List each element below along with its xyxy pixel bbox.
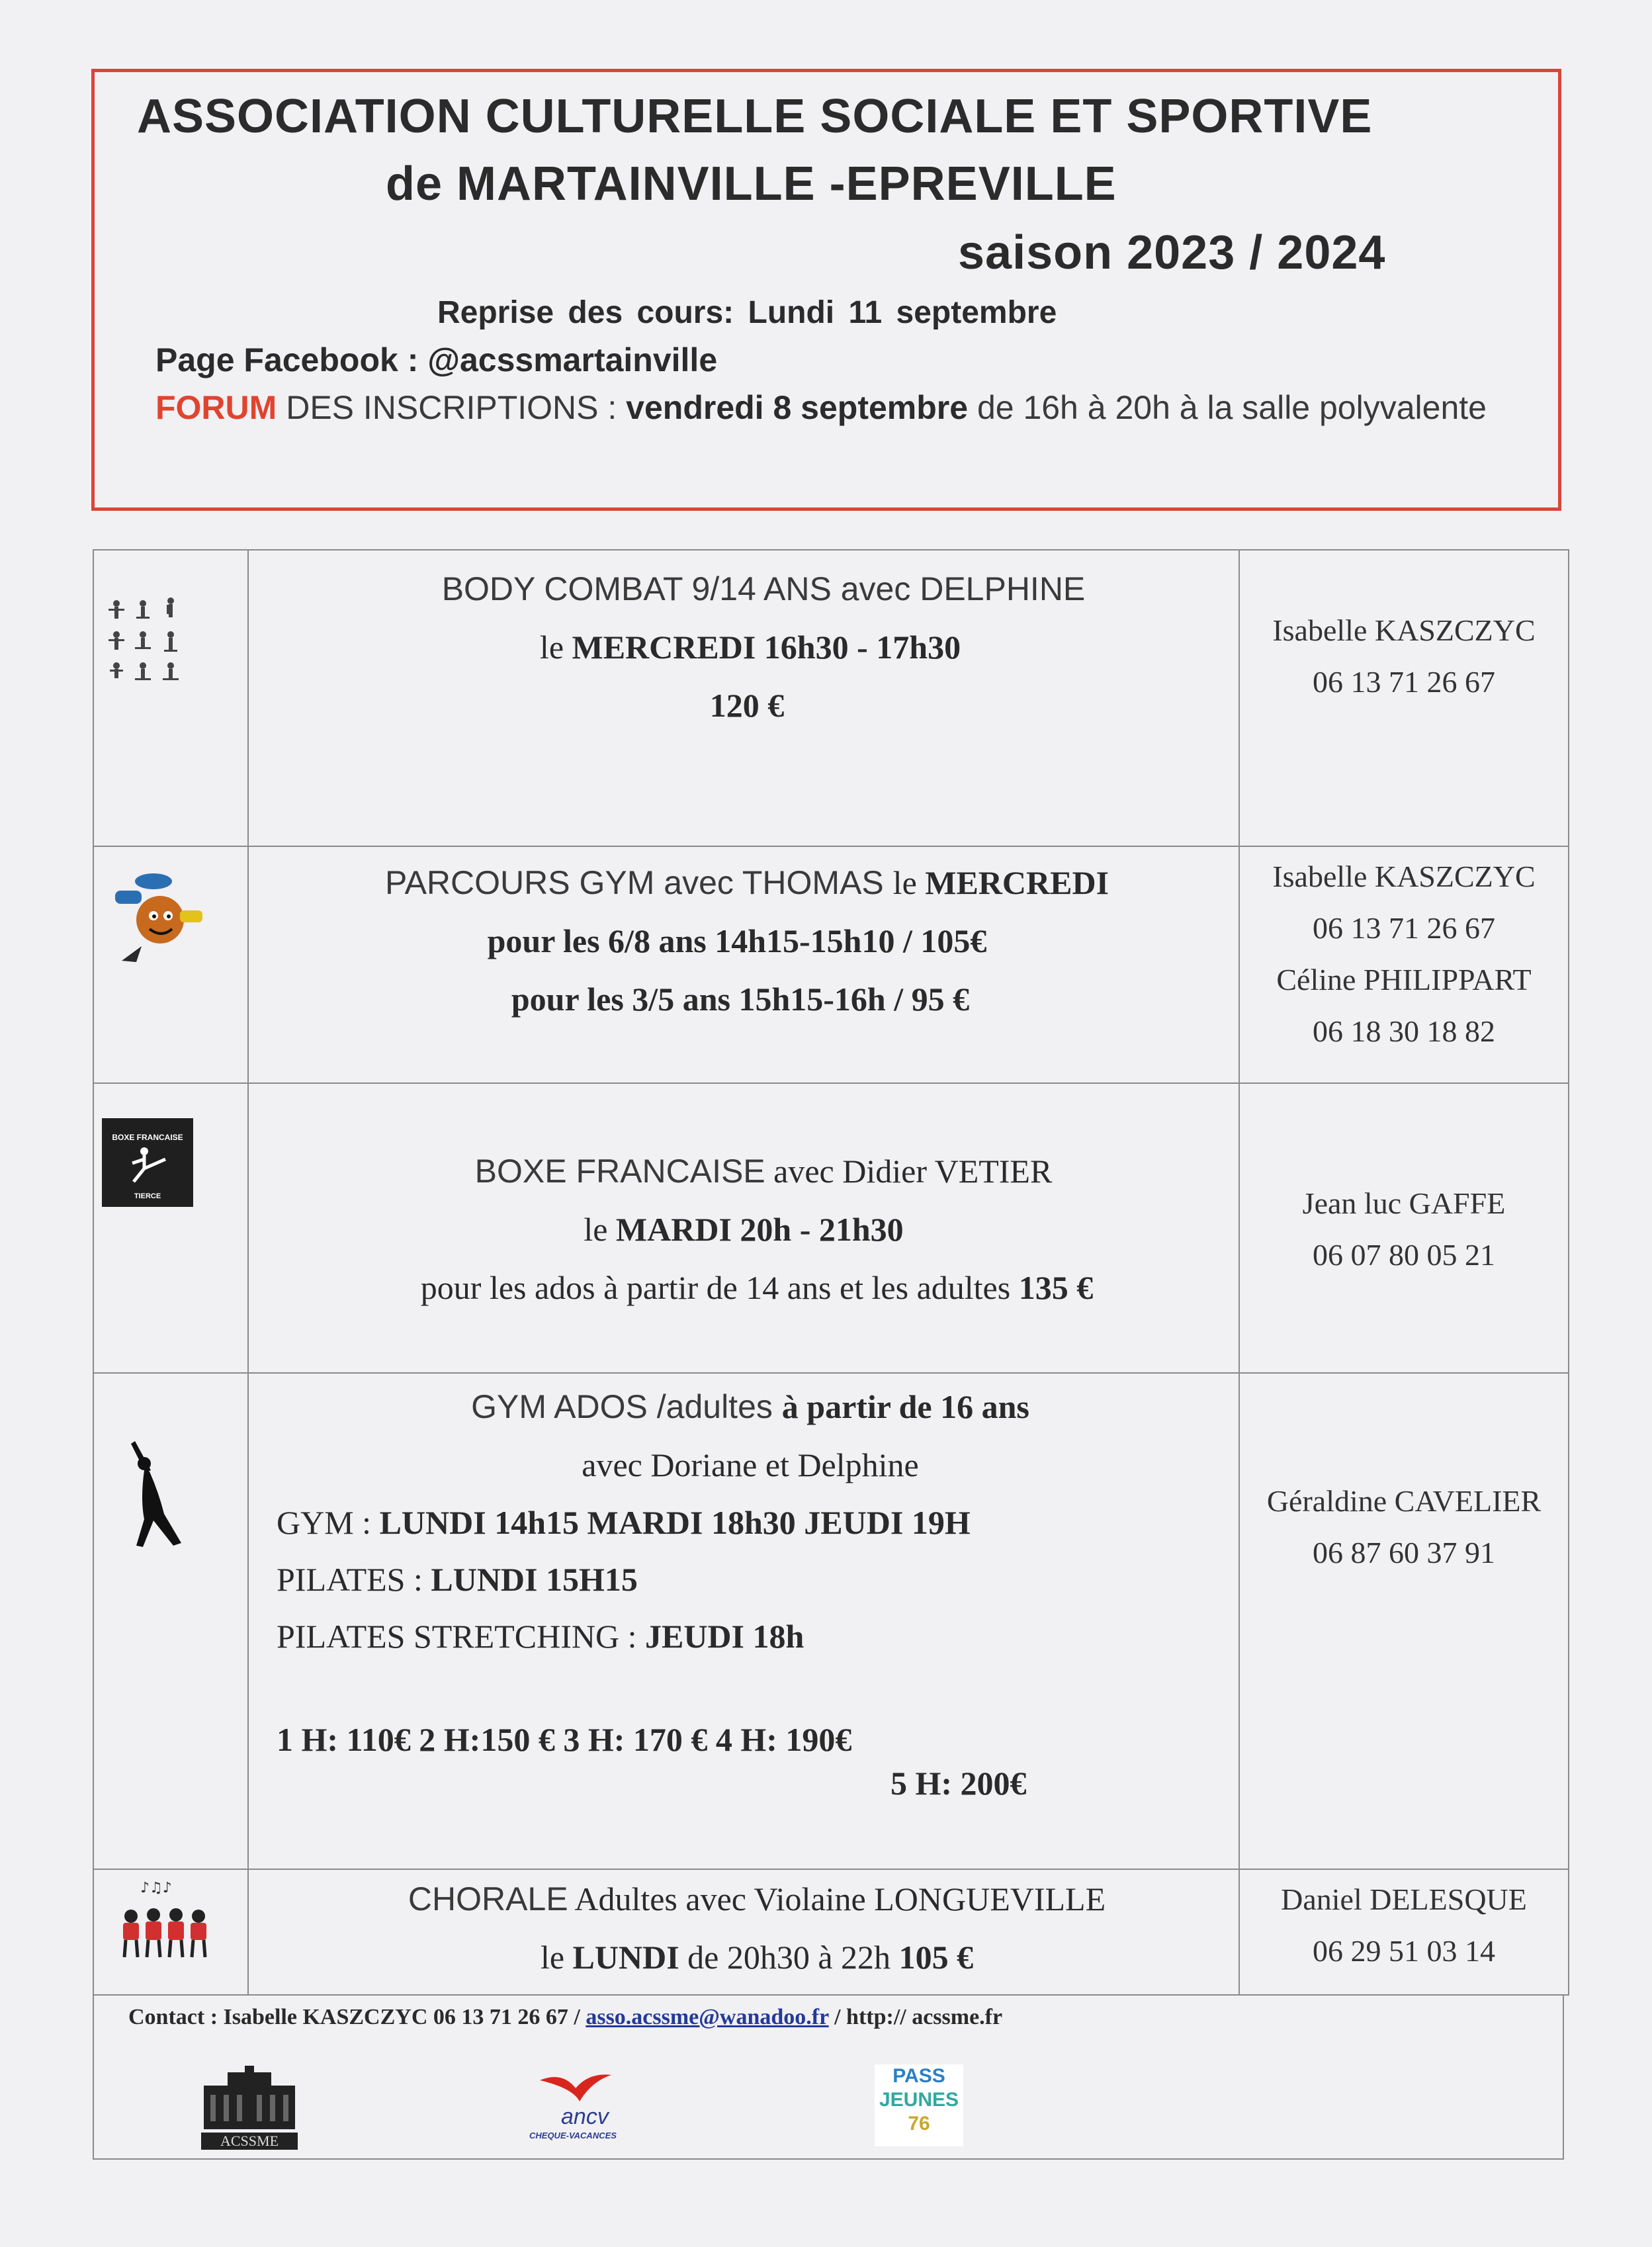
stretching-silhouette-icon [118,1440,210,1552]
pass-jeunes-line1: PASS [892,2065,945,2087]
gym-ados-title: GYM ADOS /adultes à partir de 16 ans [471,1388,1029,1425]
parcours-gym-title: PARCOURS GYM avec THOMAS le MERCREDI [384,864,1109,901]
boxe-logo-top-text: BOXE FRANCAISE [112,1133,183,1142]
boxe-title: BOXE FRANCAISE avec Didier VETIER [474,1153,1053,1190]
table-row [93,1373,1569,1869]
activity-cell-parcours-gym [248,846,1239,1083]
icon-cell [93,550,248,846]
contact-name: Céline PHILIPPART [1276,963,1532,996]
footer-contact-line: Contact : Isabelle KASZCZYC 06 13 71 26 67 / asso.acssme@wanadoo.fr / http:// acssme.fr [128,2005,1003,2029]
contact-phone: 06 13 71 26 67 [1313,665,1495,699]
ancv-logo-subtext: CHEQUE-VACANCES [529,2131,617,2140]
cartoon-kid-icon [102,861,214,974]
contact-cell [1239,1869,1569,1995]
contact-name: Isabelle KASZCZYC [1272,613,1536,647]
activity-cell-chorale [248,1869,1239,1995]
bird-icon [536,2068,615,2108]
icon-cell [93,1373,248,1869]
contact-name: Géraldine CAVELIER [1266,1484,1542,1518]
gym-prices-line2: 5 H: 200€ [891,1765,1027,1802]
contact-name: Isabelle KASZCZYC [1272,859,1536,893]
email-link[interactable]: asso.acssme@wanadoo.fr [586,2005,829,2029]
boxe-francaise-logo [102,1118,193,1207]
contact-cell [1239,846,1569,1083]
gym-prices-line1: 1 H: 110€ 2 H:150 € 3 H: 170 € 4 H: 190€ [277,1721,852,1758]
forum-time-place: de 16h à 20h à la salle polyvalente [968,389,1487,426]
kick-figure-icon [124,1145,171,1184]
contact-cell [1239,1373,1569,1869]
body-combat-schedule: le MERCREDI 16h30 - 17h30 [539,629,961,666]
activity-cell-body-combat [248,550,1239,846]
contact-phone: 06 18 30 18 82 [1313,1014,1495,1048]
boxe-audience: pour les ados à partir de 14 ans et les adultes 135 € [420,1269,1094,1306]
pilates-stretching-schedule: PILATES STRETCHING : JEUDI 18h [277,1618,804,1655]
table-row [93,1869,1569,1995]
pass-jeunes-logo [875,2064,963,2146]
contact-cell [1239,550,1569,846]
forum-date: vendredi 8 septembre [626,389,969,426]
acssme-logo [201,2066,298,2149]
acssme-logo-text: ACSSME [201,2133,298,2150]
parcours-gym-3-5: pour les 3/5 ans 15h15-16h / 95 € [511,981,970,1018]
website-link[interactable]: http:// acssme.fr [846,2005,1003,2029]
forum-line [155,388,1487,427]
footer [93,1994,1564,2160]
icon-cell [93,846,248,1083]
table-row [93,1083,1569,1373]
table-row [93,846,1569,1083]
contact-name: Jean luc GAFFE [1302,1186,1506,1220]
pilates-schedule: PILATES : LUNDI 15H15 [277,1561,638,1598]
activity-cell-gym-ados [248,1373,1239,1869]
contact-cell [1239,1083,1569,1373]
choir-singers-icon [114,1879,220,1965]
reprise-cours: Reprise des cours: Lundi 11 septembre [437,295,1057,330]
activity-cell-boxe [248,1083,1239,1373]
contact-phone: 06 29 51 03 14 [1313,1934,1495,1968]
ancv-logo-text: ancv [561,2104,609,2129]
forum-inscriptions: DES INSCRIPTIONS : [277,389,627,426]
facebook-page: Page Facebook : @acssmartainville [155,341,718,378]
contact-phone: 06 87 60 37 91 [1313,1536,1495,1569]
association-title-line1: ASSOCIATION CULTURELLE SOCIALE ET SPORTIVE [137,90,1373,143]
fitness-figures-icon [103,592,202,691]
contact-phone: 06 13 71 26 67 [1313,911,1495,945]
forum-label: FORUM [155,389,277,426]
boxe-logo-bottom-text: TIERCE [134,1192,161,1200]
body-combat-price: 120 € [709,687,785,724]
association-title-line2: de MARTAINVILLE -EPREVILLE [386,157,1117,210]
gym-schedule: GYM : LUNDI 14h15 MARDI 18h30 JEUDI 19H [277,1504,971,1541]
contact-name: Daniel DELESQUE [1281,1882,1527,1916]
chorale-title: CHORALE Adultes avec Violaine LONGUEVILLE [408,1880,1106,1917]
table-row [93,550,1569,846]
body-combat-title: BODY COMBAT 9/14 ANS avec DELPHINE [441,570,1086,607]
icon-cell [93,1869,248,1995]
svg-text:♪♫♪: ♪♫♪ [140,1880,172,1896]
activities-table [93,549,1569,1996]
parcours-gym-6-8: pour les 6/8 ans 14h15-15h10 / 105€ [487,922,987,959]
season-label: saison 2023 / 2024 [958,226,1386,279]
header-box [91,69,1561,511]
ancv-logo [509,2068,642,2141]
contact-phone: 06 07 80 05 21 [1313,1238,1495,1272]
icon-cell [93,1083,248,1373]
gym-ados-coaches: avec Doriane et Delphine [582,1446,919,1483]
footer-contact: Contact : Isabelle KASZCZYC 06 13 71 26 67 / [128,2005,586,2029]
building-icon [201,2066,298,2129]
boxe-schedule: le MARDI 20h - 21h30 [584,1211,904,1248]
pass-jeunes-line3: 76 [908,2113,930,2135]
pass-jeunes-line2: JEUNES [879,2089,959,2111]
chorale-schedule: le LUNDI de 20h30 à 22h 105 € [540,1939,974,1976]
